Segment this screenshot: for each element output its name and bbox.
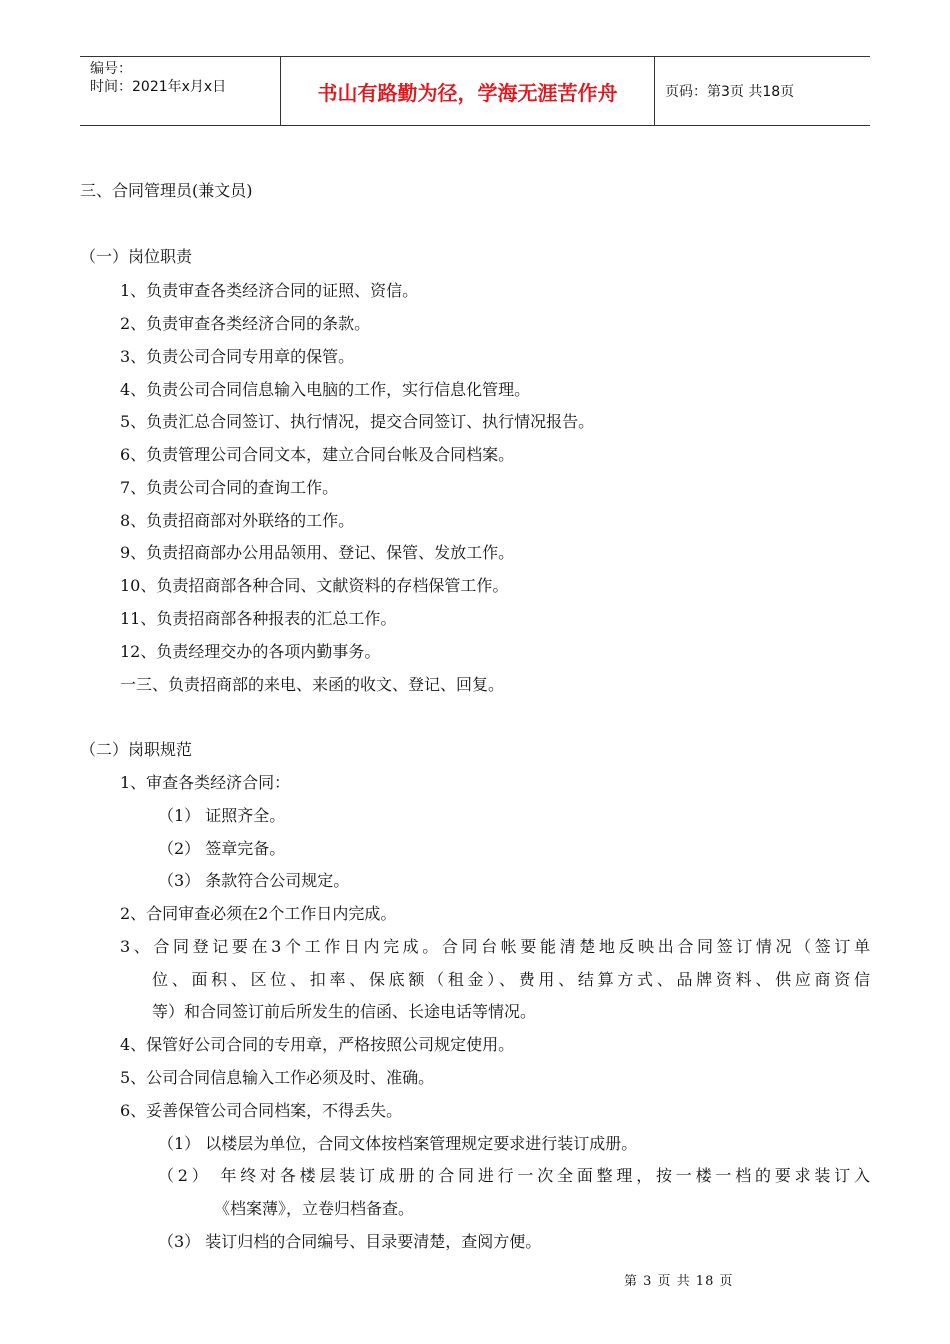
norm-item-1-sub-1: （1） 证照齐全。 [158, 806, 286, 825]
norm-item-6-sub-3: （3） 装订归档的合同编号、目录要清楚，查阅方便。 [158, 1232, 542, 1251]
duties-heading: （一）岗位职责 [80, 247, 193, 266]
norm-item-3-line-1: 3、合同登记要在3个工作日内完成。合同台帐要能清楚地反映出合同签订情况（签订单 [120, 937, 870, 956]
document-number-label: 编号： [90, 61, 132, 77]
duty-item-8: 8、负责招商部对外联络的工作。 [120, 511, 355, 530]
norm-item-3-line-2: 位、面积、区位、扣率、保底额（租金）、费用、结算方式、品牌资料、供应商资信 [152, 970, 870, 989]
norm-item-6-sub-2-line-2: 《档案薄》，立卷归档备查。 [214, 1199, 415, 1218]
duty-item-1: 1、负责审查各类经济合同的证照、资信。 [120, 281, 419, 300]
duty-item-2: 2、负责审查各类经济合同的条款。 [120, 314, 371, 333]
section-title: 三、合同管理员(兼文员) [80, 181, 253, 200]
norm-item-6-sub-1: （1） 以楼层为单位，合同文体按档案管理规定要求进行装订成册。 [158, 1134, 638, 1153]
page-footer: 第 3 页 共 18 页 [624, 1274, 734, 1289]
duty-item-7: 7、负责公司合同的查询工作。 [120, 478, 339, 497]
duty-item-10: 10、负责招商部各种合同、文献资料的存档保管工作。 [120, 576, 509, 595]
norm-item-1-sub-3: （3） 条款符合公司规定。 [158, 871, 350, 890]
header-page-info: 页码：第3页 共18页 [665, 84, 795, 100]
norm-item-2: 2、合同审查必须在2个工作日内完成。 [120, 904, 397, 923]
norm-item-1: 1、审查各类经济合同： [120, 773, 291, 792]
duty-item-6: 6、负责管理公司合同文本，建立合同台帐及合同档案。 [120, 445, 515, 464]
duty-item-12: 12、负责经理交办的各项内勤事务。 [120, 642, 381, 661]
duty-item-4: 4、负责公司合同信息输入电脑的工作，实行信息化管理。 [120, 380, 531, 399]
norm-item-5: 5、公司合同信息输入工作必须及时、准确。 [120, 1068, 435, 1087]
duty-item-13: 一三、负责招商部的来电、来函的收文、登记、回复。 [120, 675, 505, 694]
page-header [80, 56, 870, 126]
duty-item-3: 3、负责公司合同专用章的保管。 [120, 347, 355, 366]
norm-item-1-sub-2: （2） 签章完备。 [158, 839, 286, 858]
header-info-cell [80, 57, 281, 125]
document-date: 时间：2021年x月x日 [90, 79, 227, 95]
norms-heading: （二）岗职规范 [80, 740, 193, 759]
duty-item-9: 9、负责招商部办公用品领用、登记、保管、发放工作。 [120, 543, 515, 562]
header-motto: 书山有路勤为径，学海无涯苦作舟 [281, 57, 655, 125]
norm-item-6: 6、妥善保管公司合同档案，不得丢失。 [120, 1101, 403, 1120]
duty-item-5: 5、负责汇总合同签订、执行情况，提交合同签订、执行情况报告。 [120, 412, 595, 431]
norm-item-3-line-3: 等）和合同签订前后所发生的信函、长途电话等情况。 [152, 1002, 537, 1021]
duty-item-11: 11、负责招商部各种报表的汇总工作。 [120, 609, 397, 628]
norm-item-6-sub-2-line-1: （2） 年终对各楼层装订成册的合同进行一次全面整理，按一楼一档的要求装订入 [158, 1166, 870, 1185]
norm-item-4: 4、保管好公司合同的专用章，严格按照公司规定使用。 [120, 1035, 515, 1054]
